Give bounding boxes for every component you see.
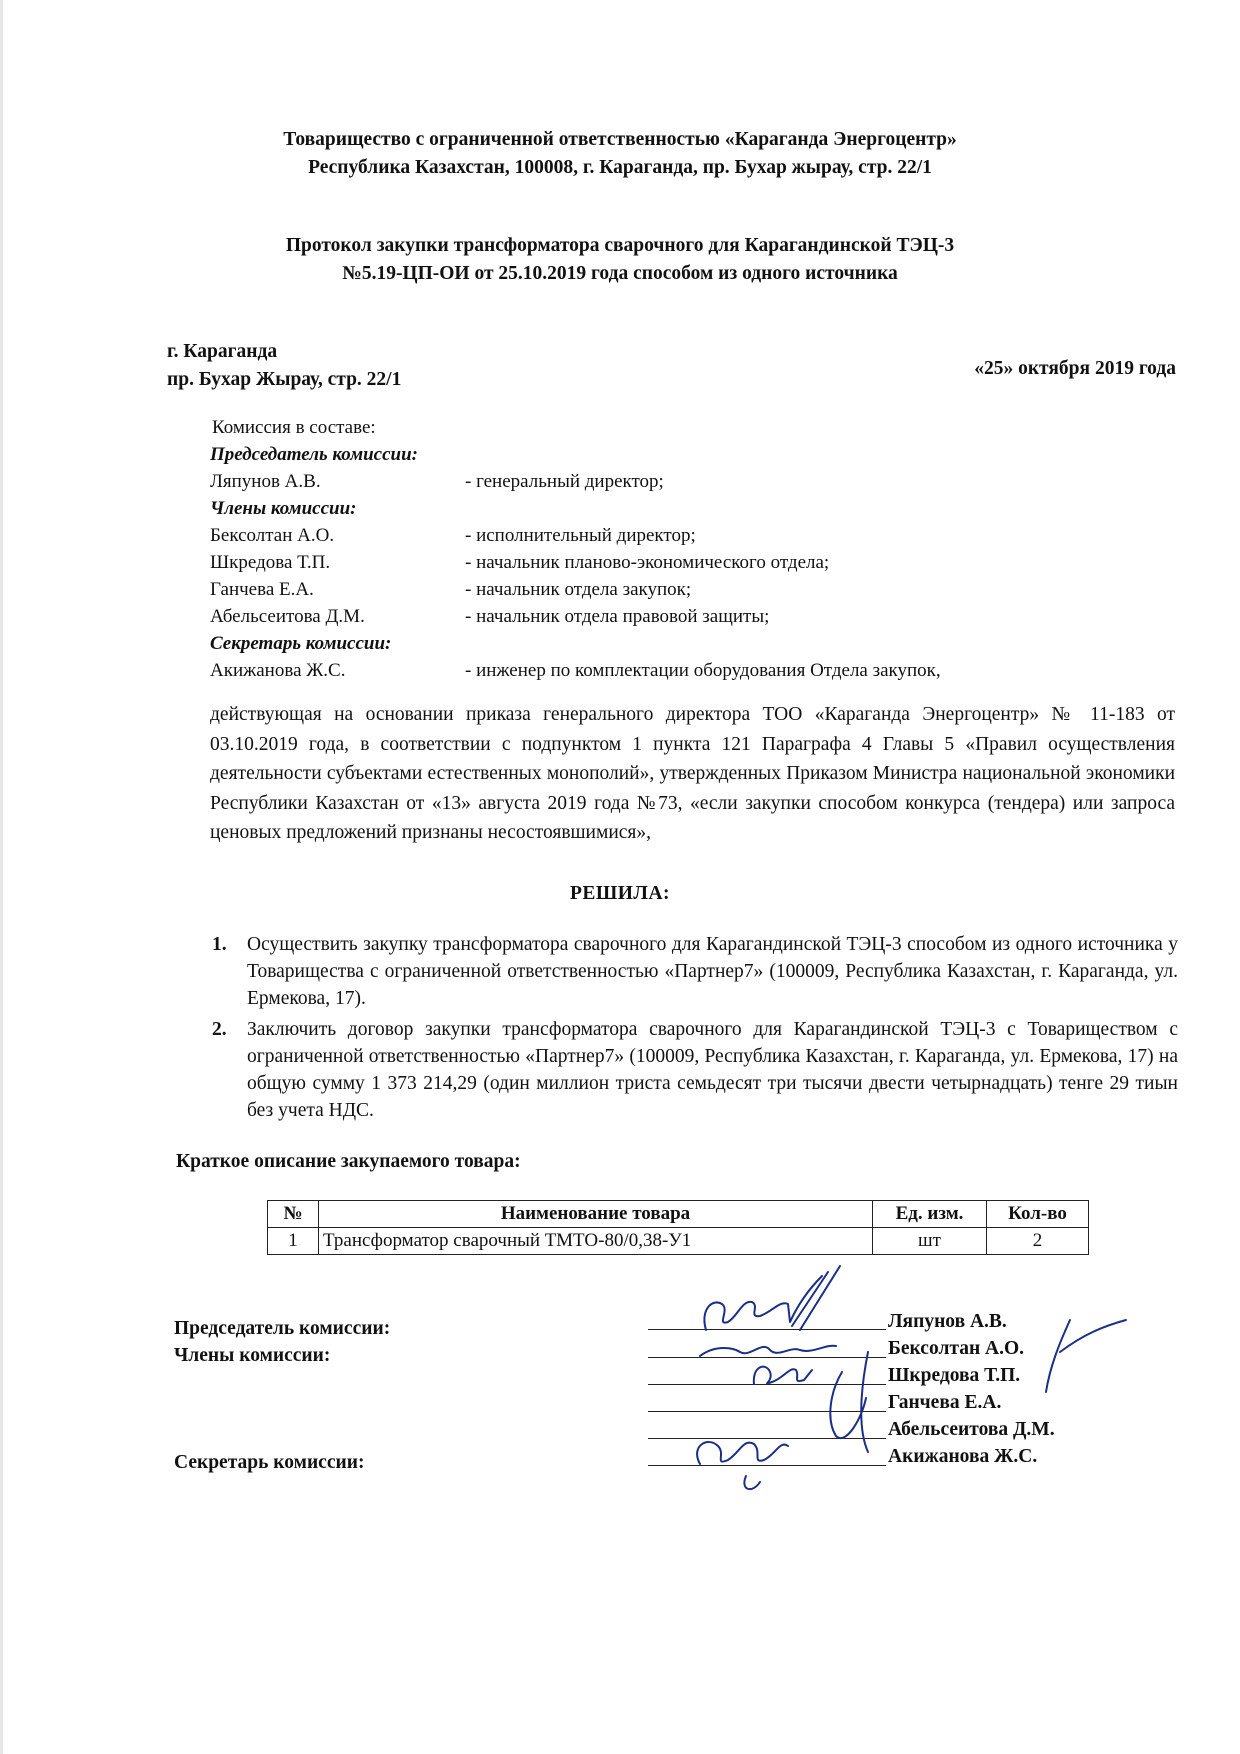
signature-line	[648, 1384, 886, 1385]
member-name: Шкредова Т.П.	[210, 552, 331, 573]
goods-table	[267, 1200, 1089, 1255]
signature-line	[648, 1438, 886, 1439]
table-row	[268, 1228, 1089, 1255]
member-name: Ганчева Е.А.	[210, 579, 314, 600]
decision-item	[212, 1016, 1178, 1124]
street: пр. Бухар Жырау, стр. 22/1	[167, 369, 402, 390]
sig-name: Ляпунов А.В.	[888, 1311, 1007, 1332]
member-position: - начальник отдела правовой защиты;	[465, 606, 770, 627]
basis-paragraph: действующая на основании приказа генерального директора ТОО «Караганда Энергоцентр» № 11-183 от 03.10.2019 года, в соответствии с подпунктом 1 пункта 121 Параграфа 4 Главы 5 «Правил осуществления деятельности субъектами естественных монополий», утвержденных Приказом Министра национальной экономики Республики Казахстан от «13» августа 2019 года №73, «если закупки способом конкурса (тендера) или запроса ценовых предложений признаны несостоявшимися»,	[210, 704, 1175, 843]
sig-name: Бексолтан А.О.	[888, 1338, 1025, 1359]
member-name: Бексолтан А.О.	[210, 525, 335, 546]
decision-text: Осуществить закупку трансформатора сварочного для Карагандинской ТЭЦ-3 способом из одного источника у Товарищества с ограниченной ответственностью «Партнер7» (100009, Республика Казахстан, г. Караганда, ул. Ермекова, 17).	[247, 934, 1178, 1009]
sig-secretary-label: Секретарь комиссии:	[174, 1452, 365, 1473]
secretary-name: Акижанова Ж.С.	[210, 660, 346, 681]
signature-chair	[704, 1266, 840, 1330]
sig-name: Шкредова Т.П.	[888, 1365, 1021, 1386]
col-name: Наименование товара	[319, 1201, 873, 1228]
signature-member	[830, 1352, 868, 1452]
decision-number: 1.	[212, 934, 227, 955]
cell-name: Трансформатор сварочный ТМТО-80/0,38-У1	[319, 1228, 873, 1255]
sig-name: Акижанова Ж.С.	[888, 1446, 1038, 1467]
members-heading: Члены комиссии:	[210, 498, 357, 519]
decision-text: Заключить договор закупки трансформатора сварочного для Карагандинской ТЭЦ-3 с Товариществом с ограниченной ответственностью «Партнер7» (100009, Республика Казахстан, г. Караганда, ул. Ермекова, 17) на общую сумму 1 373 214,29 (один миллион триста семьдесят три тысячи двести четырнадцать) тенге 29 тиын без учета НДС.	[247, 1019, 1178, 1121]
chair-position: - генеральный директор;	[465, 471, 664, 492]
table-header-row	[268, 1201, 1089, 1228]
decision-number: 2.	[212, 1019, 227, 1040]
protocol-title-line1: Протокол закупки трансформатора сварочного для Карагандинской ТЭЦ-3	[285, 235, 955, 256]
cell-number: 1	[268, 1228, 319, 1255]
cell-qty: 2	[987, 1228, 1089, 1255]
member-position: - исполнительный директор;	[465, 525, 696, 546]
decided-heading: РЕШИЛА:	[569, 883, 671, 904]
signature-member	[754, 1367, 812, 1384]
org-line: Товарищество с ограниченной ответственностью «Караганда Энергоцентр»	[283, 129, 957, 150]
decisions-list	[212, 931, 1178, 1128]
signature-member	[700, 1346, 836, 1356]
signature-line	[648, 1357, 886, 1358]
col-qty: Кол-во	[987, 1201, 1089, 1228]
signature-member	[1046, 1320, 1126, 1392]
sig-name: Абельсеитова Д.М.	[888, 1419, 1055, 1440]
protocol-date: «25» октября 2019 года	[974, 358, 1176, 379]
sig-members-label: Члены комиссии:	[174, 1345, 331, 1366]
secretary-heading: Секретарь комиссии:	[210, 633, 392, 654]
commission-title: Комиссия в составе:	[212, 417, 376, 438]
chair-name: Ляпунов А.В.	[210, 471, 321, 492]
signature-line	[648, 1411, 886, 1412]
signature-line	[648, 1465, 886, 1466]
org-address: Республика Казахстан, 100008, г. Караганда, пр. Бухар жырау, стр. 22/1	[308, 157, 932, 178]
sig-name: Ганчева Е.А.	[888, 1392, 1002, 1413]
sig-chair-label: Председатель комиссии:	[174, 1318, 391, 1339]
secretary-position: - инженер по комплектации оборудования Отдела закупок,	[465, 660, 941, 681]
member-position: - начальник отдела закупок;	[465, 579, 692, 600]
decision-item	[212, 931, 1178, 1012]
member-name: Абельсеитова Д.М.	[210, 606, 365, 627]
signature-line	[648, 1329, 886, 1330]
cell-unit: шт	[873, 1228, 987, 1255]
col-unit: Ед. изм.	[873, 1201, 987, 1228]
city: г. Караганда	[167, 341, 278, 362]
goods-heading: Краткое описание закупаемого товара:	[176, 1151, 521, 1172]
protocol-title-line2: №5.19-ЦП-ОИ от 25.10.2019 года способом из одного источника	[342, 263, 898, 284]
member-position: - начальник планово-экономического отдела;	[465, 552, 830, 573]
col-number: №	[268, 1201, 319, 1228]
chair-heading: Председатель комиссии:	[210, 444, 418, 465]
